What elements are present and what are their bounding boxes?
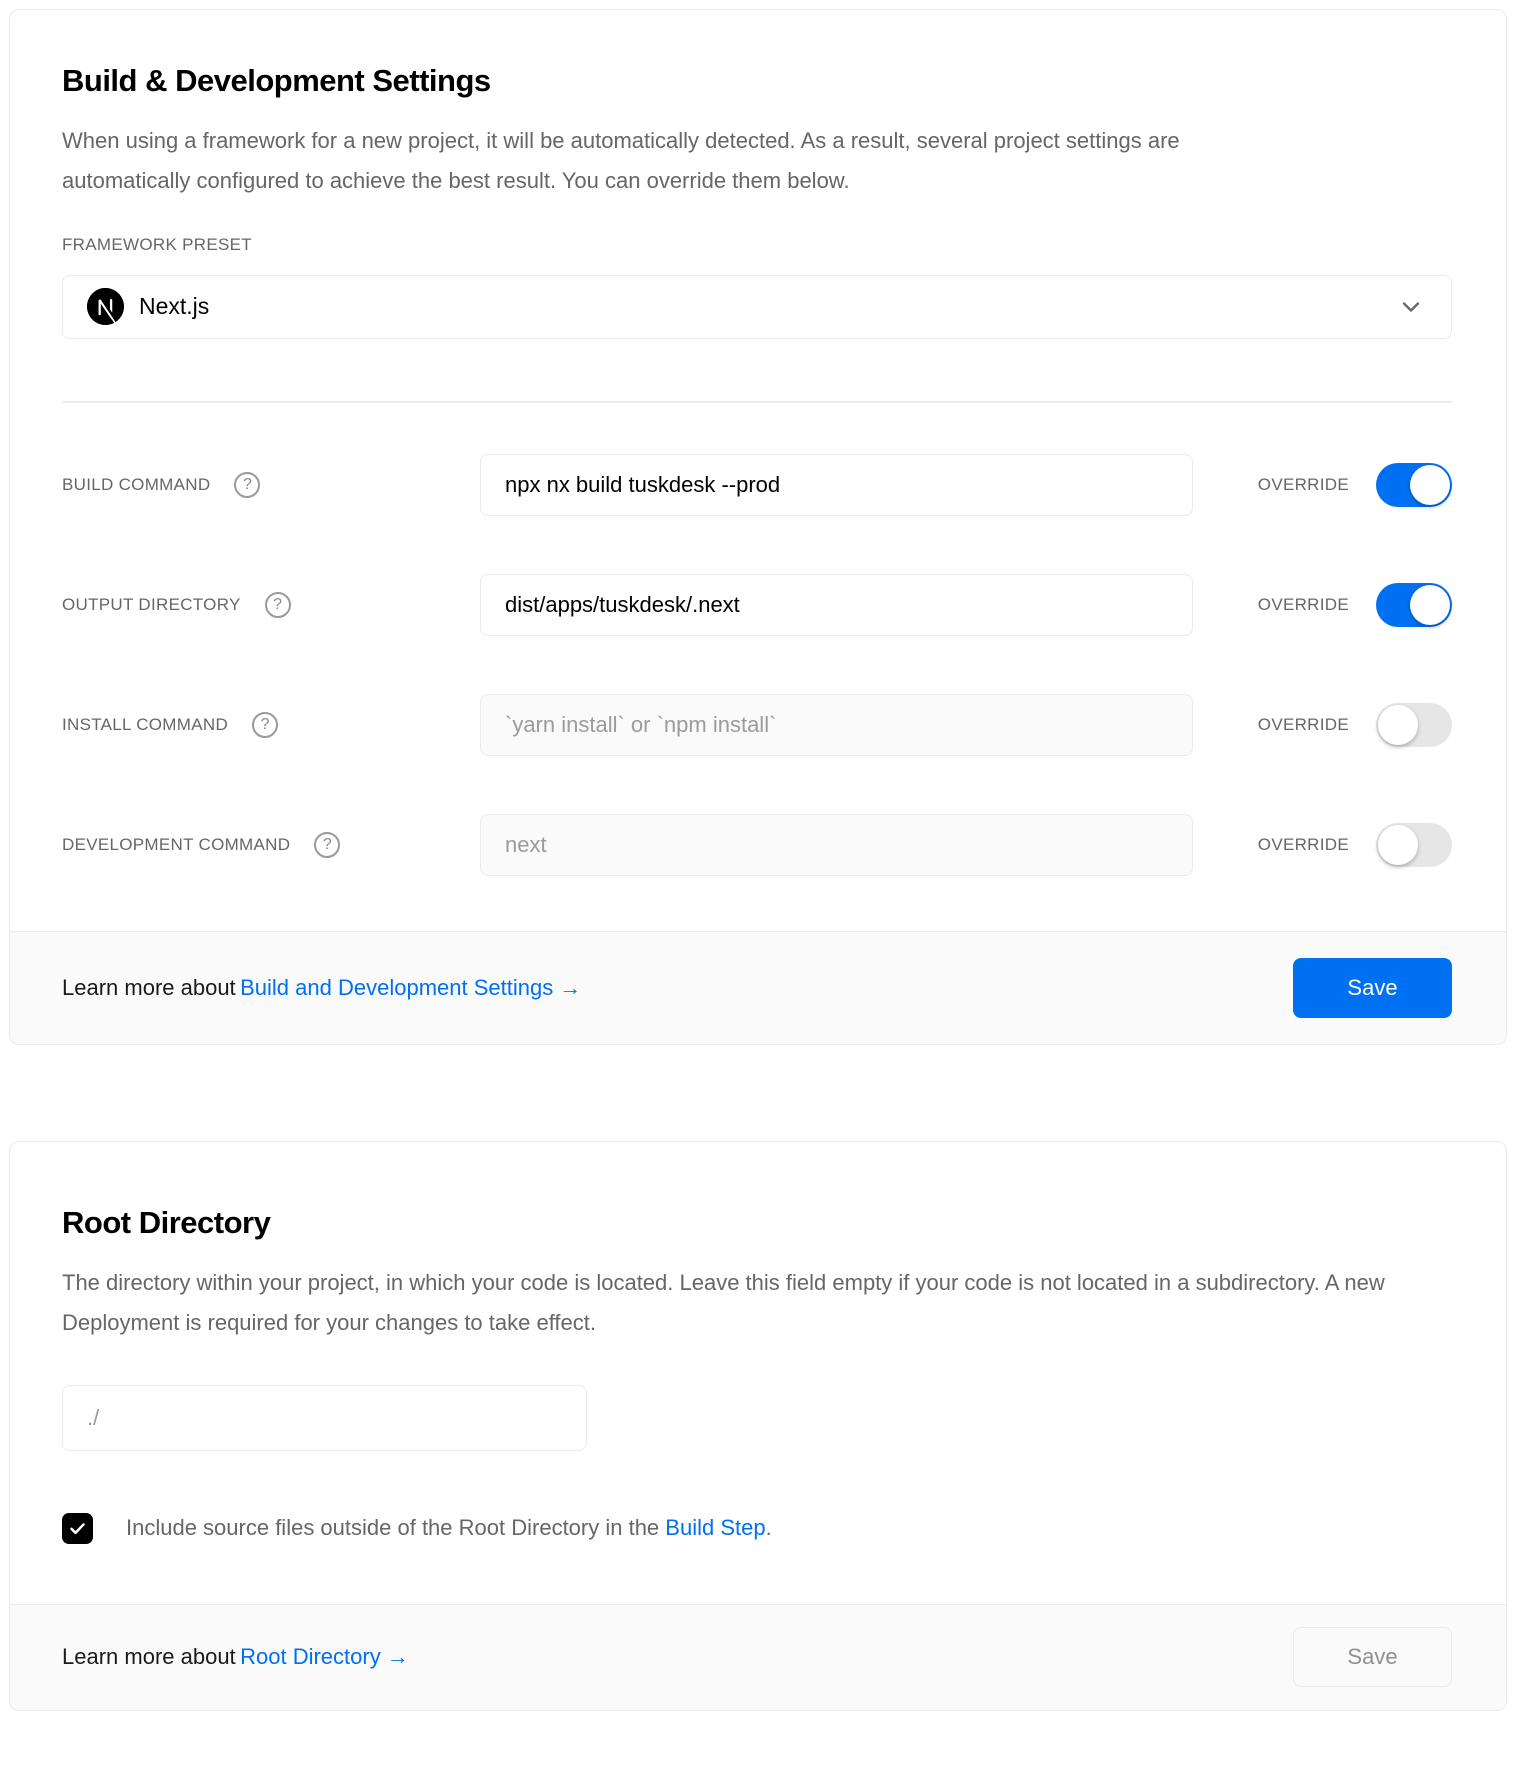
build-settings-footer: [10, 931, 1506, 1044]
save-button-disabled: Save: [1293, 1627, 1452, 1687]
override-label: OVERRIDE: [1257, 594, 1349, 614]
framework-preset-label: FRAMEWORK PRESET: [62, 234, 252, 254]
include-source-files-label: Include source files outside of the Root Directory in the Build Step.: [126, 1515, 772, 1540]
override-label: OVERRIDE: [1257, 834, 1349, 854]
build-settings-card: [9, 9, 1507, 1045]
install-command-label: INSTALL COMMAND: [62, 714, 229, 734]
install-command-override-toggle[interactable]: [1376, 703, 1452, 747]
build-step-link[interactable]: Build Step: [665, 1515, 766, 1540]
build-command-row: [62, 454, 1452, 516]
checkmark-icon: [68, 1519, 87, 1538]
install-command-row: [62, 694, 1452, 756]
arrow-right-icon: →: [386, 1644, 409, 1669]
help-icon[interactable]: ?: [234, 472, 260, 498]
root-directory-footer: [10, 1604, 1506, 1710]
toggle-knob: [1410, 465, 1450, 505]
install-command-input: [480, 694, 1193, 756]
override-label: OVERRIDE: [1257, 474, 1349, 494]
save-button[interactable]: Save: [1293, 958, 1452, 1018]
build-settings-docs-link[interactable]: Build and Development Settings →: [240, 974, 582, 1000]
root-directory-description: The directory within your project, in which your code is located. Leave this field empty if your code is not located in a subdirectory. A new Deployment is required for your changes to take effect.: [62, 1269, 1385, 1335]
learn-more-text: Learn more about: [62, 1644, 236, 1669]
development-command-label: DEVELOPMENT COMMAND: [62, 834, 291, 854]
build-command-override-toggle[interactable]: [1376, 463, 1452, 507]
toggle-knob: [1378, 705, 1418, 745]
build-settings-title: Build & Development Settings: [62, 63, 491, 98]
output-directory-label: OUTPUT DIRECTORY: [62, 594, 241, 614]
output-directory-row: [62, 574, 1452, 636]
root-directory-docs-link[interactable]: Root Directory →: [240, 1644, 409, 1669]
root-directory-card: [9, 1141, 1507, 1711]
development-command-override-toggle[interactable]: [1376, 823, 1452, 867]
help-icon[interactable]: ?: [252, 712, 278, 738]
development-command-row: [62, 814, 1452, 876]
output-directory-input[interactable]: [480, 574, 1193, 636]
development-command-input: [480, 814, 1193, 876]
output-directory-override-toggle[interactable]: [1376, 583, 1452, 627]
help-icon[interactable]: ?: [314, 832, 340, 858]
root-directory-input[interactable]: [62, 1385, 587, 1451]
build-settings-description: When using a framework for a new project, it will be automatically detected. As a result, several project settings are automatically configured to achieve the best result. You can override them below.: [62, 127, 1180, 193]
toggle-knob: [1378, 825, 1418, 865]
override-label: OVERRIDE: [1257, 714, 1349, 734]
framework-preset-value: Next.js: [139, 293, 210, 320]
root-directory-title: Root Directory: [62, 1204, 271, 1240]
arrow-right-icon: →: [559, 974, 582, 1000]
include-source-files-checkbox[interactable]: [62, 1513, 93, 1544]
build-command-label: BUILD COMMAND: [62, 474, 211, 494]
include-source-files-row: [62, 1513, 1452, 1544]
toggle-knob: [1410, 585, 1450, 625]
help-icon[interactable]: ?: [265, 592, 291, 618]
chevron-down-icon: [1397, 293, 1425, 321]
framework-preset-select[interactable]: [62, 275, 1452, 339]
nextjs-logo-icon: [87, 288, 124, 325]
learn-more-text: Learn more about: [62, 974, 236, 1000]
build-command-input[interactable]: [480, 454, 1193, 516]
